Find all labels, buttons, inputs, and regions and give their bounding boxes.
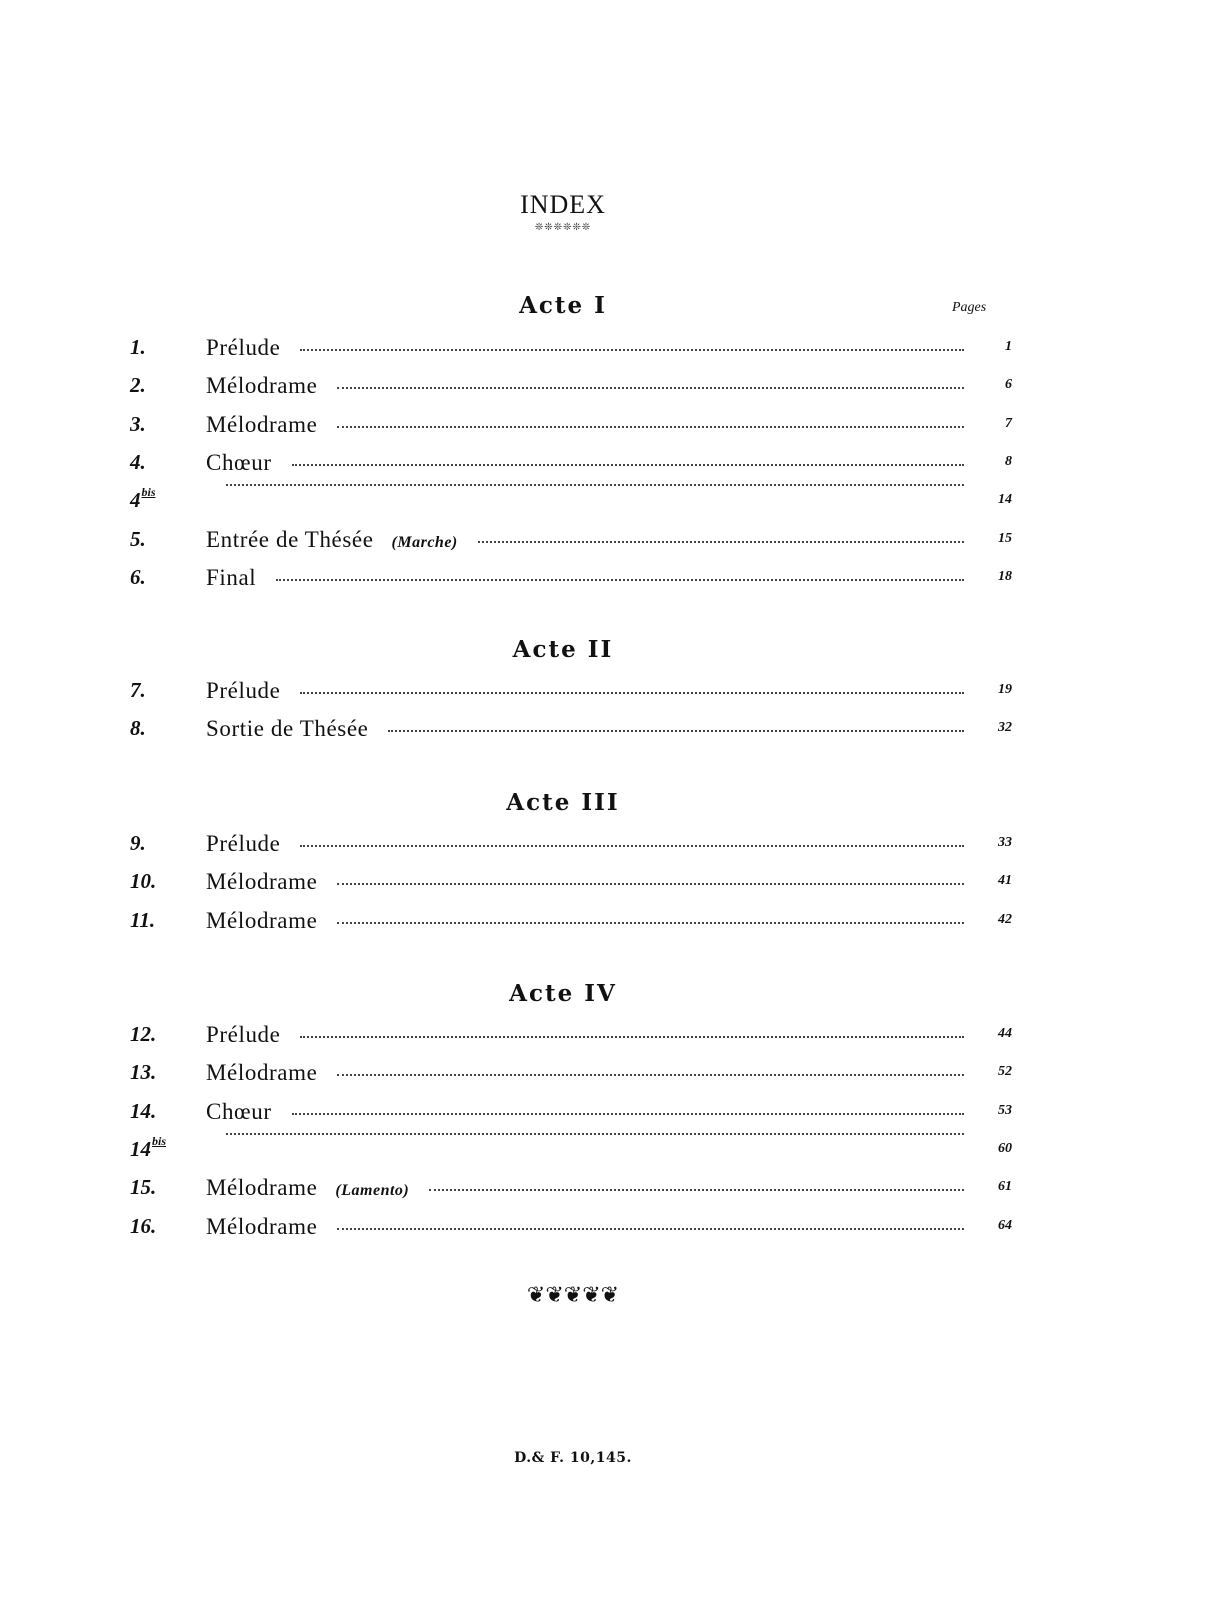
entry-subtitle: (Lamento) — [335, 1182, 410, 1200]
index-entry — [130, 908, 1012, 938]
dot-leader — [292, 464, 964, 466]
entry-number — [130, 412, 200, 437]
entry-number — [130, 908, 200, 933]
page-title: INDEX — [520, 190, 606, 219]
entry-number-text: 5. — [130, 526, 146, 551]
entry-number — [130, 485, 200, 513]
entry-number — [130, 678, 200, 703]
entry-label: Prélude — [206, 678, 281, 703]
entry-label: Entrée de Thésée — [206, 526, 374, 552]
page-number: 61 — [998, 1179, 1012, 1195]
dot-leader — [388, 730, 964, 732]
entry-number-text: 13. — [130, 1060, 157, 1085]
dot-leader — [337, 922, 964, 924]
entry-title — [206, 678, 964, 704]
entry-number-text: 3. — [130, 411, 146, 436]
entry-label: Chœur — [206, 449, 272, 475]
page-number: 18 — [998, 568, 1012, 584]
entry-number-text: 9. — [130, 831, 146, 855]
entry-label: Mélodrame — [206, 1175, 318, 1201]
entry-number-text: 1. — [130, 335, 146, 359]
entry-title — [206, 1099, 964, 1125]
entry-title — [206, 1022, 964, 1048]
entry-number — [130, 1175, 200, 1200]
page-number: 15 — [998, 530, 1012, 546]
page-number: 52 — [998, 1064, 1012, 1080]
entry-number — [130, 869, 200, 894]
page-number: 1 — [1005, 339, 1012, 354]
dot-leader — [300, 1036, 964, 1038]
page-number: 33 — [998, 835, 1012, 850]
entry-number — [130, 565, 200, 590]
entry-number-suffix: bis — [141, 485, 156, 500]
dot-leader — [337, 426, 964, 428]
page-number: 64 — [998, 1217, 1012, 1233]
page-number: 53 — [998, 1102, 1012, 1118]
act-heading: Acte II — [512, 636, 614, 663]
dot-leader — [337, 1074, 964, 1076]
dot-leader — [337, 387, 964, 389]
entry-number — [130, 1060, 200, 1085]
dot-leader — [276, 579, 964, 581]
index-entry — [130, 1133, 1012, 1167]
entry-title — [206, 831, 964, 857]
entry-number-text: 8. — [130, 716, 146, 741]
index-entry — [130, 1214, 1012, 1244]
page-number: 7 — [1005, 415, 1012, 431]
entry-number-text: 14 — [130, 1136, 151, 1161]
index-entry — [130, 1175, 1012, 1205]
entry-label: Mélodrame — [206, 1060, 318, 1086]
entry-label: Mélodrame — [206, 411, 318, 437]
dot-leader — [478, 541, 964, 543]
index-entry — [130, 869, 1012, 899]
entry-title — [206, 335, 964, 361]
dot-leader — [292, 1113, 964, 1115]
entry-title — [206, 1175, 964, 1201]
entry-title — [206, 450, 964, 476]
entry-number — [130, 1133, 200, 1162]
entry-number-text: 4 — [130, 488, 141, 513]
pages-column-header: Pages — [952, 300, 987, 315]
page-number: 44 — [998, 1026, 1012, 1041]
entry-subtitle: (Marche) — [391, 533, 458, 551]
entry-number-text: 7. — [130, 678, 146, 702]
entry-title — [206, 1214, 964, 1240]
entry-title — [206, 869, 964, 895]
entry-label: Mélodrame — [206, 373, 318, 399]
index-entry — [130, 831, 1012, 861]
dot-leader — [300, 349, 964, 351]
page-number: 19 — [998, 682, 1012, 697]
entry-label: Chœur — [206, 1098, 272, 1124]
publisher-footer: D.& F. 10,145. — [514, 1450, 632, 1466]
page-number: 32 — [998, 720, 1012, 736]
entry-number-text: 10. — [130, 869, 157, 894]
entry-title — [206, 373, 964, 399]
index-entry — [130, 450, 1012, 480]
index-entry — [130, 678, 1012, 708]
entry-label: Prélude — [206, 831, 281, 856]
entry-label: Mélodrame — [206, 907, 318, 933]
entry-title — [206, 908, 964, 934]
entry-number — [130, 335, 200, 360]
index-entry — [130, 1099, 1012, 1129]
act-heading: Acte I — [519, 292, 607, 319]
entry-number-text: 16. — [130, 1213, 157, 1238]
entry-title — [206, 1137, 964, 1139]
entry-title — [206, 565, 964, 591]
entry-label: Sortie de Thésée — [206, 716, 369, 742]
entry-label: Final — [206, 564, 257, 590]
act-heading: Acte IV — [509, 980, 617, 1007]
entry-title — [206, 412, 964, 438]
entry-number-text: 6. — [130, 564, 146, 589]
entry-number-text: 15. — [130, 1175, 157, 1200]
dot-leader — [300, 845, 964, 847]
entry-number — [130, 373, 200, 398]
entry-title — [206, 1060, 964, 1086]
entry-number-text: 4. — [130, 449, 146, 474]
entry-number — [130, 1099, 200, 1124]
dot-leader — [300, 692, 964, 694]
entry-number — [130, 450, 200, 475]
page-number: 14 — [998, 492, 1012, 508]
page-number: 60 — [998, 1140, 1012, 1156]
index-entry — [130, 527, 1012, 557]
entry-number — [130, 1214, 200, 1239]
entry-number-text: 11. — [130, 907, 156, 932]
dot-leader — [429, 1189, 964, 1191]
page-number: 8 — [1005, 453, 1012, 469]
entry-number-suffix: bis — [152, 1133, 167, 1148]
act-heading: Acte III — [506, 789, 620, 816]
index-entry — [130, 565, 1012, 595]
entry-label: Prélude — [206, 1022, 281, 1047]
index-entry — [130, 335, 1012, 365]
end-ornament: ❦❦❦❦❦ — [526, 1283, 620, 1308]
page-number: 41 — [998, 873, 1012, 889]
dot-leader — [337, 883, 964, 885]
entry-number — [130, 1022, 200, 1047]
page-number: 42 — [998, 911, 1012, 927]
index-entry — [130, 716, 1012, 746]
index-entry — [130, 1022, 1012, 1052]
entry-label: Prélude — [206, 335, 281, 360]
entry-label: Mélodrame — [206, 1213, 318, 1239]
page-number: 6 — [1005, 377, 1012, 393]
entry-number — [130, 527, 200, 552]
index-entry — [130, 485, 1012, 518]
entry-title — [206, 716, 964, 742]
dot-leader — [226, 1133, 964, 1135]
entry-number — [130, 831, 200, 856]
index-entry — [130, 1060, 1012, 1090]
entry-number-text: 2. — [130, 373, 146, 398]
index-entry — [130, 373, 1012, 403]
index-entry — [130, 412, 1012, 442]
entry-title — [206, 527, 964, 553]
title-ornament: ❊❊❊❊❊❊ — [534, 222, 592, 233]
entry-number — [130, 716, 200, 741]
dot-leader — [226, 484, 964, 486]
entry-label: Mélodrame — [206, 869, 318, 895]
dot-leader — [337, 1228, 964, 1230]
entry-number-text: 12. — [130, 1022, 157, 1046]
entry-number-text: 14. — [130, 1098, 157, 1123]
entry-title — [206, 488, 964, 490]
